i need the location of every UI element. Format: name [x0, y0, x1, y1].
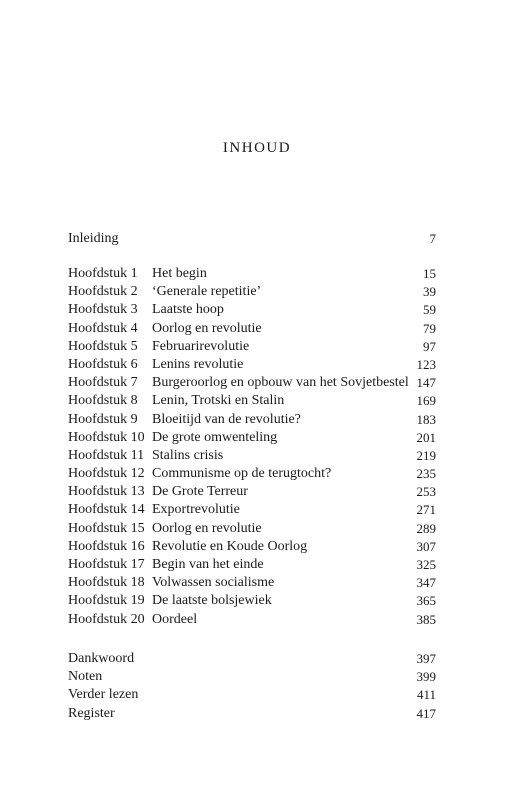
chapter-number: Hoofdstuk 17: [68, 557, 145, 572]
page-number: 219: [416, 447, 436, 463]
chapter-number: Hoofdstuk 1: [68, 266, 138, 281]
page-number: 169: [416, 393, 436, 409]
chapter-title: Oordeel: [152, 611, 198, 627]
chapter-entry: [68, 556, 436, 574]
chapter-entry: [68, 374, 436, 392]
back-matter-list: [68, 650, 436, 723]
chapter-list: [68, 265, 436, 629]
page-title: INHOUD: [222, 140, 292, 156]
chapter-title: Laatste hoop: [152, 302, 224, 318]
page-number: 15: [423, 266, 436, 281]
chapter-entry: [68, 520, 436, 538]
chapter-entry: [68, 283, 436, 301]
chapter-number: Hoofdstuk 8: [68, 393, 138, 409]
page-number: 365: [416, 593, 436, 609]
page-number: 183: [416, 411, 436, 427]
page-number: 123: [416, 356, 436, 372]
chapter-entry: [68, 392, 436, 410]
intro-section: [68, 230, 436, 248]
chapter-entry: [68, 338, 436, 356]
chapter-title: Burgeroorlog en opbouw van het Sovjetbestel: [152, 375, 409, 391]
page-number: 397: [416, 651, 436, 666]
chapter-title: Oorlog en revolutie: [152, 520, 262, 536]
entry-label: Inleiding: [68, 231, 119, 246]
page-number: 385: [416, 611, 436, 627]
page-number: 307: [416, 538, 436, 554]
chapter-number: Hoofdstuk 15: [68, 520, 145, 536]
page-number: 79: [423, 320, 436, 336]
chapter-number: Hoofdstuk 16: [68, 538, 145, 554]
chapter-title: Lenin, Trotski en Stalin: [152, 393, 285, 409]
page-number: 147: [416, 375, 436, 391]
chapter-number: Hoofdstuk 6: [68, 356, 138, 372]
page-number: 271: [416, 502, 436, 518]
chapter-title: De grote omwenteling: [152, 429, 278, 445]
chapter-number: Hoofdstuk 10: [68, 429, 145, 445]
chapter-title: De Grote Terreur: [152, 484, 248, 500]
page-number: 399: [416, 669, 436, 685]
chapter-number: Hoofdstuk 5: [68, 338, 138, 354]
back-matter-entry: [68, 668, 436, 686]
chapter-entry: [68, 592, 436, 610]
page-number: 325: [416, 557, 436, 572]
chapter-title: Communisme op de terugtocht?: [152, 466, 332, 482]
chapter-title: Revolutie en Koude Oorlog: [152, 538, 308, 554]
chapter-title: Oorlog en revolutie: [152, 320, 262, 336]
chapter-title: Lenins revolutie: [152, 356, 244, 372]
page-number: 7: [429, 231, 436, 246]
page-number: 201: [416, 429, 436, 445]
chapter-title: Stalins crisis: [152, 447, 224, 463]
back-matter-entry: [68, 686, 436, 704]
chapter-title: Februarirevolutie: [152, 338, 250, 354]
page-number: 253: [416, 484, 436, 500]
chapter-number: Hoofdstuk 7: [68, 375, 138, 391]
chapter-title: Bloeitijd van de revolutie?: [152, 411, 301, 427]
chapter-entry: [68, 538, 436, 556]
entry-label: Noten: [68, 669, 103, 685]
entry-label: Verder lezen: [68, 687, 139, 703]
chapter-entry: [68, 265, 436, 283]
chapter-number: Hoofdstuk 9: [68, 411, 138, 427]
entry-label: Dankwoord: [68, 651, 135, 666]
chapter-number: Hoofdstuk 14: [68, 502, 145, 518]
chapter-entry: [68, 429, 436, 447]
back-matter-entry: [68, 650, 436, 668]
chapter-title: ‘Generale repetitie’: [152, 284, 262, 300]
chapter-number: Hoofdstuk 3: [68, 302, 138, 318]
toc-entry-intro: [68, 230, 436, 248]
chapter-number: Hoofdstuk 4: [68, 320, 138, 336]
chapter-number: Hoofdstuk 2: [68, 284, 138, 300]
page-number: 59: [423, 302, 436, 318]
chapter-number: Hoofdstuk 13: [68, 484, 145, 500]
entry-label: Register: [68, 705, 115, 721]
chapter-number: Hoofdstuk 18: [68, 575, 145, 591]
chapter-title: Het begin: [152, 266, 207, 281]
chapter-number: Hoofdstuk 11: [68, 447, 145, 463]
page-number: 39: [423, 284, 436, 300]
page-number: 235: [416, 466, 436, 482]
chapter-entry: [68, 411, 436, 429]
chapter-title: De laatste bolsjewiek: [152, 593, 272, 609]
chapter-entry: [68, 447, 436, 465]
chapter-entry: [68, 356, 436, 374]
chapter-entry: [68, 501, 436, 519]
page-number: 417: [416, 705, 436, 721]
page-number: 347: [416, 575, 436, 591]
chapter-title: Exportrevolutie: [152, 502, 240, 518]
chapter-number: Hoofdstuk 12: [68, 466, 145, 482]
page-number: 97: [423, 338, 436, 354]
page-number: 411: [416, 687, 436, 703]
chapter-entry: [68, 320, 436, 338]
page-number: 289: [416, 520, 436, 536]
chapter-entry: [68, 483, 436, 501]
chapter-title: Begin van het einde: [152, 557, 264, 572]
chapter-title: Volwassen socialisme: [152, 575, 275, 591]
chapter-entry: [68, 611, 436, 629]
chapter-number: Hoofdstuk 19: [68, 593, 145, 609]
chapter-entry: [68, 574, 436, 592]
chapter-entry: [68, 301, 436, 319]
chapter-number: Hoofdstuk 20: [68, 611, 145, 627]
back-matter-entry: [68, 705, 436, 723]
chapter-entry: [68, 465, 436, 483]
